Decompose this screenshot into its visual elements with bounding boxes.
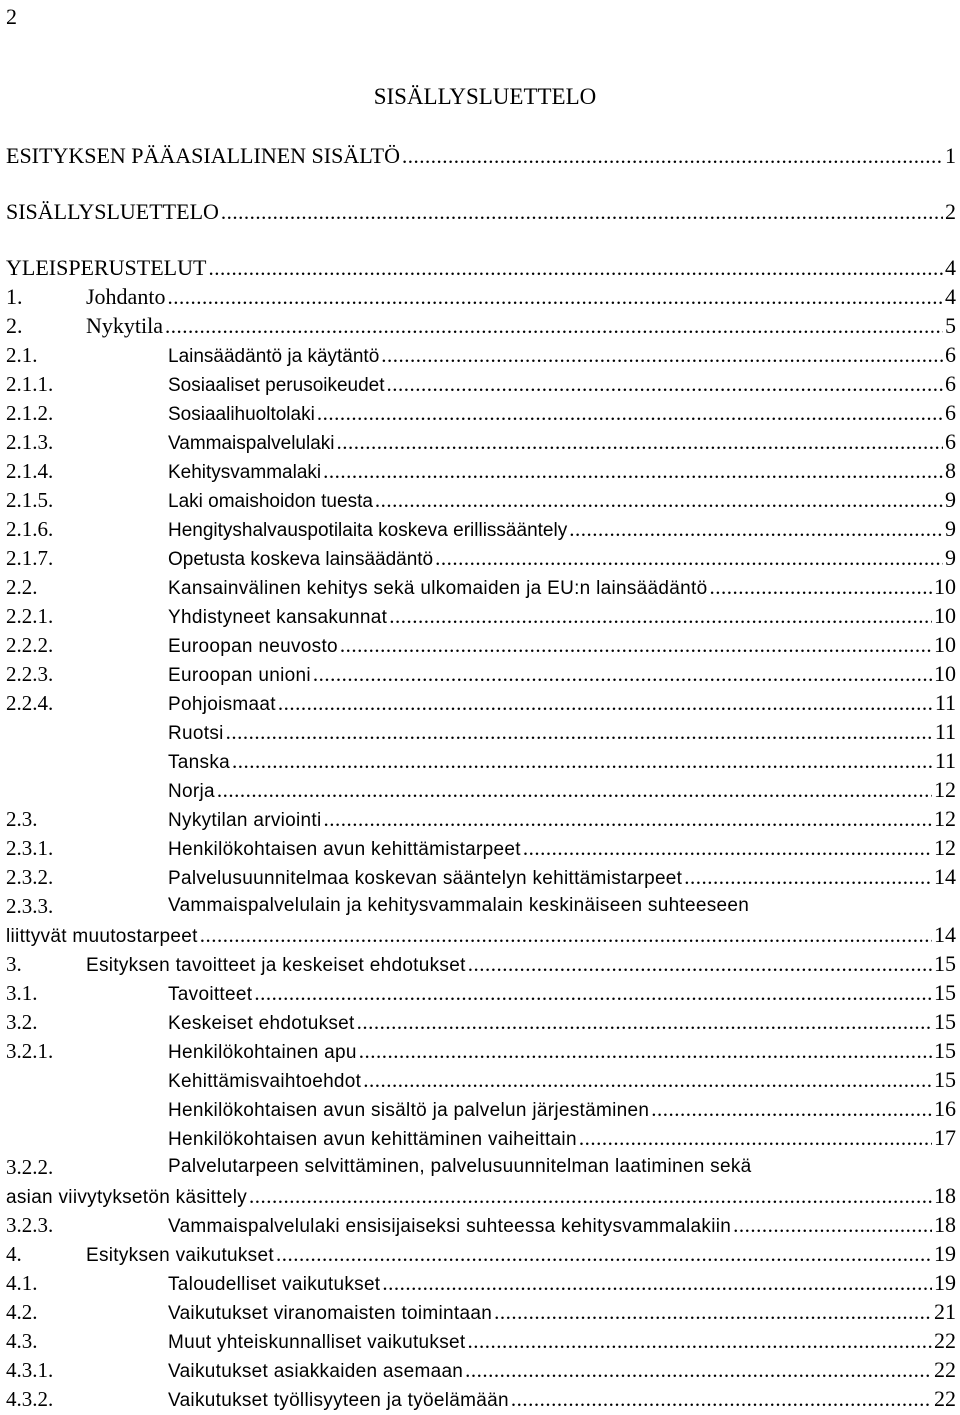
toc-entry[interactable] <box>0 805 960 833</box>
toc-entry[interactable] <box>0 1269 960 1297</box>
toc-entry[interactable] <box>0 602 960 630</box>
toc-entry-label: YLEISPERUSTELUT <box>6 255 207 280</box>
toc-entry-number: 2.1.2. <box>6 401 54 425</box>
toc-entry-page: 5 <box>945 313 956 338</box>
toc-entry-number: 2.2.2. <box>6 633 54 657</box>
toc-entry-label: Tanska <box>168 752 231 773</box>
toc-entry-number: 2.3.2. <box>6 865 54 889</box>
toc-entry-page: 9 <box>945 516 956 541</box>
toc-leader-dots <box>217 776 932 804</box>
toc-entry[interactable] <box>0 198 960 226</box>
toc-entry[interactable] <box>0 283 960 311</box>
toc-entry-number: 2.1. <box>6 343 38 367</box>
toc-leader-dots <box>381 341 943 369</box>
toc-entry-label: Norja <box>168 781 215 802</box>
toc-entry[interactable] <box>0 1327 960 1355</box>
toc-entry-label: Hengityshalvauspotilaita koskeva erillissääntely <box>168 520 568 541</box>
toc-entry-page: 12 <box>934 835 956 860</box>
toc-entry-page: 9 <box>945 545 956 570</box>
toc-leader-dots <box>340 631 932 659</box>
toc-entry-page: 12 <box>934 806 956 831</box>
toc-entry-page: 17 <box>934 1125 956 1150</box>
toc-entry[interactable] <box>0 142 960 170</box>
toc-entry[interactable] <box>0 399 960 427</box>
toc-leader-dots <box>569 515 943 543</box>
toc-entry-page: 11 <box>934 690 956 715</box>
toc-entry[interactable] <box>0 428 960 456</box>
toc-entry-label: Yhdistyneet kansakunnat <box>168 607 388 628</box>
toc-entry-page: 6 <box>945 371 956 396</box>
toc-entry-label: Ruotsi <box>168 723 224 744</box>
toc-entry-label: Taloudelliset vaikutukset <box>168 1274 381 1295</box>
toc-entry-number: 2. <box>6 313 23 338</box>
toc-leader-dots <box>387 370 943 398</box>
toc-entry-label: Nykytilan arviointi <box>168 810 322 831</box>
toc-entry[interactable] <box>0 1066 960 1094</box>
toc-leader-dots <box>375 486 943 514</box>
toc-leader-dots <box>511 1385 932 1413</box>
toc-entry-page: 10 <box>934 661 956 686</box>
toc-entry-label: Sosiaaliset perusoikeudet <box>168 375 385 396</box>
toc-entry-page: 2 <box>945 199 956 224</box>
toc-entry-page: 14 <box>934 922 956 947</box>
toc-entry[interactable] <box>0 486 960 514</box>
toc-entry[interactable] <box>0 1095 960 1123</box>
toc-entry[interactable] <box>0 1037 960 1065</box>
toc-entry-page: 19 <box>934 1241 956 1266</box>
toc-entry-label: Henkilökohtainen apu <box>168 1042 357 1063</box>
toc-entry-label: Vaikutukset viranomaisten toimintaan <box>168 1303 493 1324</box>
toc-leader-dots <box>221 198 943 226</box>
toc-entry[interactable] <box>0 1008 960 1036</box>
toc-leader-dots <box>313 660 932 688</box>
toc-entry-number: 4.3. <box>6 1329 38 1353</box>
toc-entry-page: 9 <box>945 487 956 512</box>
toc-entry-label: Lainsäädäntö ja käytäntö <box>168 346 380 367</box>
toc-entry[interactable] <box>0 747 960 775</box>
toc-entry-page: 14 <box>934 864 956 889</box>
toc-leader-dots <box>494 1298 932 1326</box>
toc-entry-page: 4 <box>945 284 956 309</box>
toc-leader-dots <box>226 718 933 746</box>
toc-entry-label: Keskeiset ehdotukset <box>168 1013 355 1034</box>
toc-entry-label: Euroopan unioni <box>168 665 311 686</box>
toc-leader-dots <box>323 457 943 485</box>
toc-entry-page: 19 <box>934 1270 956 1295</box>
page-title <box>0 84 960 110</box>
toc-leader-dots <box>389 602 932 630</box>
toc-entry[interactable] <box>0 863 960 891</box>
toc-entry-label: Nykytila <box>86 313 163 338</box>
toc-entry[interactable] <box>0 776 960 804</box>
page-number: 2 <box>6 4 17 29</box>
toc-entry-page: 15 <box>934 1067 956 1092</box>
toc-leader-dots <box>165 312 943 340</box>
toc-entry-number: 4.1. <box>6 1271 38 1295</box>
toc-entry[interactable] <box>0 254 960 282</box>
toc-entry[interactable] <box>0 544 960 572</box>
toc-entry-number: 2.1.6. <box>6 517 54 541</box>
toc-leader-dots <box>363 1066 932 1094</box>
toc-leader-dots <box>465 1356 932 1384</box>
toc-entry-number: 3. <box>6 952 22 976</box>
toc-entry-page: 22 <box>934 1328 956 1353</box>
toc-leader-dots <box>167 283 943 311</box>
toc-entry-number: 4. <box>6 1242 22 1266</box>
toc-entry-number: 2.1.5. <box>6 488 54 512</box>
toc-entry-label: Esityksen vaikutukset <box>86 1245 274 1266</box>
toc-leader-dots <box>523 834 932 862</box>
toc-entry[interactable] <box>0 921 960 949</box>
toc-entry[interactable] <box>0 834 960 862</box>
toc-entry-label: Muut yhteiskunnalliset vaikutukset <box>168 1332 466 1353</box>
toc-entry-label: SISÄLLYSLUETTELO <box>6 199 219 224</box>
toc-leader-dots <box>232 747 933 775</box>
toc-leader-dots <box>324 805 932 833</box>
toc-entry-number: 2.1.4. <box>6 459 54 483</box>
toc-leader-dots <box>382 1269 932 1297</box>
toc-leader-dots <box>200 921 932 949</box>
toc-entry-number: 2.2. <box>6 575 38 599</box>
toc-entry-page: 18 <box>934 1183 956 1208</box>
toc-entry[interactable] <box>0 1153 960 1181</box>
toc-entry-number: 4.2. <box>6 1300 38 1324</box>
toc-entry-label: Vaikutukset työllisyyteen ja työelämään <box>168 1390 509 1411</box>
toc-entry-page: 1 <box>945 143 956 168</box>
toc-entry-number: 2.3. <box>6 807 38 831</box>
toc-entry-label: Vammaispalvelulain ja kehitysvammalain keskinäiseen suhteeseen <box>168 895 750 916</box>
toc-entry-label: Vammaispalvelulaki ensisijaiseksi suhteessa kehitysvammalakiin <box>168 1216 732 1237</box>
toc-entry-page: 10 <box>934 632 956 657</box>
toc-entry-label: Tavoitteet <box>168 984 253 1005</box>
toc-entry-page: 12 <box>934 777 956 802</box>
toc-entry-number: 2.3.3. <box>6 894 54 918</box>
toc-entry-label: Esityksen tavoitteet ja keskeiset ehdotukset <box>86 955 466 976</box>
toc-entry-label: Henkilökohtaisen avun sisältö ja palvelun järjestäminen <box>168 1100 650 1121</box>
toc-leader-dots <box>208 254 943 282</box>
toc-entry[interactable] <box>0 660 960 688</box>
toc-entry[interactable] <box>0 312 960 340</box>
toc-entry[interactable] <box>0 341 960 369</box>
toc-entry[interactable] <box>0 1240 960 1268</box>
toc-leader-dots <box>317 399 943 427</box>
toc-entry[interactable] <box>0 1182 960 1210</box>
toc-entry-page: 4 <box>945 255 956 280</box>
toc-entry[interactable] <box>0 718 960 746</box>
toc-entry-label: Johdanto <box>86 284 166 309</box>
toc-entry-label: Laki omaishoidon tuesta <box>168 491 373 512</box>
toc-entry-number: 2.1.7. <box>6 546 54 570</box>
toc-entry-label: Kehittämisvaihtoehdot <box>168 1071 362 1092</box>
toc-leader-dots <box>402 142 943 170</box>
toc-entry-label: Vaikutukset asiakkaiden asemaan <box>168 1361 464 1382</box>
toc-leader-dots <box>579 1124 932 1152</box>
toc-entry-number: 3.2.2. <box>6 1155 54 1179</box>
toc-entry-label: Pohjoismaat <box>168 694 276 715</box>
toc-entry-label: Kansainvälinen kehitys sekä ulkomaiden ja EU:n lainsäädäntö <box>168 578 708 599</box>
toc-entry-page: 21 <box>934 1299 956 1324</box>
toc-entry-page: 10 <box>934 603 956 628</box>
toc-leader-dots <box>276 1240 932 1268</box>
toc-entry[interactable] <box>0 573 960 601</box>
toc-entry-label: Henkilökohtaisen avun kehittämistarpeet <box>168 839 521 860</box>
toc-entry-label: Kehitysvammalaki <box>168 462 322 483</box>
toc-leader-dots <box>435 544 943 572</box>
toc-entry-label: asian viivytyksetön käsittely <box>6 1187 248 1208</box>
toc-entry-number: 2.1.3. <box>6 430 54 454</box>
toc-entry[interactable] <box>0 370 960 398</box>
toc-entry-number: 3.1. <box>6 981 38 1005</box>
toc-entry-number: 2.1.1. <box>6 372 54 396</box>
toc-entry-number: 3.2.3. <box>6 1213 54 1237</box>
toc-leader-dots <box>254 979 932 1007</box>
toc-entry-page: 15 <box>934 1009 956 1034</box>
toc-leader-dots <box>684 863 932 891</box>
toc-entry[interactable] <box>0 631 960 659</box>
toc-entry-number: 4.3.2. <box>6 1387 54 1411</box>
toc-entry[interactable] <box>0 1385 960 1413</box>
toc-entry[interactable] <box>0 979 960 1007</box>
toc-entry-number: 2.3.1. <box>6 836 54 860</box>
toc-entry-page: 6 <box>945 400 956 425</box>
toc-entry-page: 6 <box>945 342 956 367</box>
toc-leader-dots <box>249 1182 932 1210</box>
toc-leader-dots <box>357 1008 932 1036</box>
toc-entry[interactable] <box>0 457 960 485</box>
toc-entry-page: 22 <box>934 1357 956 1382</box>
toc-leader-dots <box>359 1037 932 1065</box>
toc-entry-page: 11 <box>934 719 956 744</box>
toc-entry-number: 4.3.1. <box>6 1358 54 1382</box>
toc-entry-label: Sosiaalihuoltolaki <box>168 404 315 425</box>
toc-leader-dots <box>468 950 932 978</box>
toc-entry[interactable] <box>0 950 960 978</box>
toc-entry-label: Vammaispalvelulaki <box>168 433 335 454</box>
toc-entry-page: 8 <box>945 458 956 483</box>
toc-entry-label: liittyvät muutostarpeet <box>6 926 198 947</box>
toc-entry[interactable] <box>0 1356 960 1384</box>
toc-leader-dots <box>278 689 933 717</box>
toc-entry-number: 2.2.4. <box>6 691 54 715</box>
toc-entry-number: 2.2.3. <box>6 662 54 686</box>
toc-entry-page: 11 <box>934 748 956 773</box>
toc-entry-page: 10 <box>934 574 956 599</box>
toc-leader-dots <box>651 1095 932 1123</box>
toc-entry-page: 18 <box>934 1212 956 1237</box>
toc-entry[interactable] <box>0 1124 960 1152</box>
page-title-text: SISÄLLYSLUETTELO <box>373 84 597 109</box>
toc-entry-page: 16 <box>934 1096 956 1121</box>
toc-entry[interactable] <box>0 892 960 920</box>
toc-entry-page: 15 <box>934 1038 956 1063</box>
toc-entry-number: 3.2.1. <box>6 1039 54 1063</box>
toc-entry-label: ESITYKSEN PÄÄASIALLINEN SISÄLTÖ <box>6 143 400 168</box>
toc-entry-page: 15 <box>934 980 956 1005</box>
toc-entry-number: 3.2. <box>6 1010 38 1034</box>
toc-entry-label: Palvelutarpeen selvittäminen, palvelusuunnitelman laatiminen sekä <box>168 1156 752 1177</box>
toc-entry-page: 22 <box>934 1386 956 1411</box>
toc-entry[interactable] <box>0 689 960 717</box>
toc-entry[interactable] <box>0 1211 960 1239</box>
toc-entry-number: 2.2.1. <box>6 604 54 628</box>
toc-leader-dots <box>733 1211 932 1239</box>
toc-entry-page: 15 <box>934 951 956 976</box>
toc-entry-label: Palvelusuunnitelmaa koskevan sääntelyn kehittämistarpeet <box>168 868 683 889</box>
toc-entry[interactable] <box>0 1298 960 1326</box>
toc-entry-label: Henkilökohtaisen avun kehittäminen vaiheittain <box>168 1129 577 1150</box>
toc-entry-label: Opetusta koskeva lainsäädäntö <box>168 549 434 570</box>
toc-entry[interactable] <box>0 515 960 543</box>
toc-entry-label: Euroopan neuvosto <box>168 636 338 657</box>
toc-leader-dots <box>467 1327 932 1355</box>
toc-entry-number: 1. <box>6 284 23 309</box>
toc-leader-dots <box>337 428 944 456</box>
toc-entry-page: 6 <box>945 429 956 454</box>
toc-leader-dots <box>709 573 932 601</box>
